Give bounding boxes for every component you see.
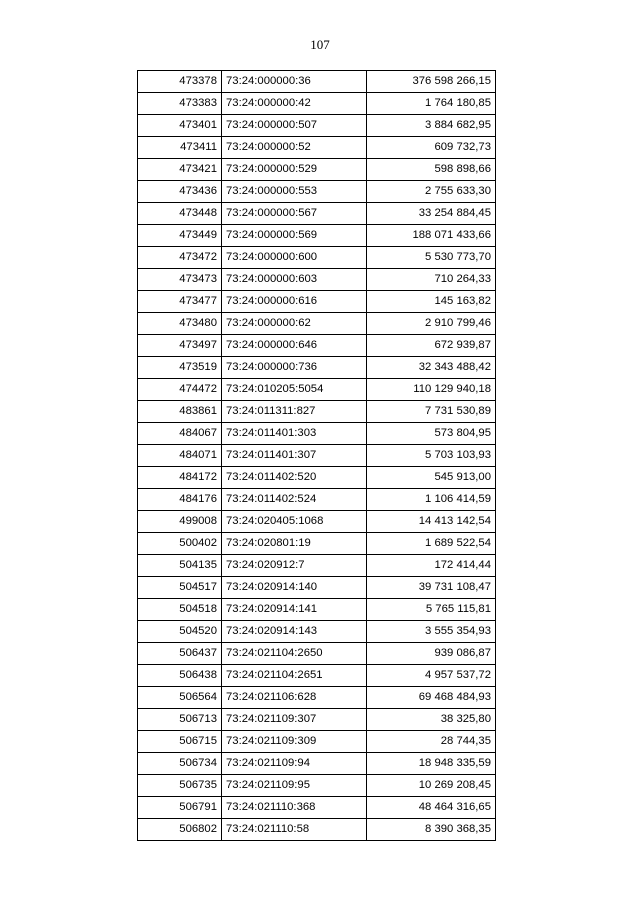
row-id-cell: 473378 (138, 71, 222, 93)
cadastral-value-cell: 1 689 522,54 (367, 533, 496, 555)
cadastral-value-cell: 3 555 354,93 (367, 621, 496, 643)
row-id-cell: 484176 (138, 489, 222, 511)
cadastral-number-cell: 73:24:000000:529 (222, 159, 367, 181)
cadastral-number-cell: 73:24:021104:2650 (222, 643, 367, 665)
cadastral-number-cell: 73:24:000000:52 (222, 137, 367, 159)
row-id-cell: 500402 (138, 533, 222, 555)
cadastral-number-cell: 73:24:011311:827 (222, 401, 367, 423)
row-id-cell: 474472 (138, 379, 222, 401)
cadastral-number-cell: 73:24:011402:520 (222, 467, 367, 489)
cadastral-value-cell: 598 898,66 (367, 159, 496, 181)
row-id-cell: 504518 (138, 599, 222, 621)
cadastral-value-cell: 545 913,00 (367, 467, 496, 489)
cadastral-number-cell: 73:24:000000:646 (222, 335, 367, 357)
cadastral-number-cell: 73:24:000000:736 (222, 357, 367, 379)
cadastral-value-cell: 172 414,44 (367, 555, 496, 577)
table-row (138, 577, 496, 599)
cadastral-value-cell: 2 910 799,46 (367, 313, 496, 335)
table-row (138, 621, 496, 643)
cadastral-value-cell: 188 071 433,66 (367, 225, 496, 247)
table-row (138, 643, 496, 665)
row-id-cell: 473519 (138, 357, 222, 379)
cadastral-value-cell: 28 744,35 (367, 731, 496, 753)
cadastral-number-cell: 73:24:000000:36 (222, 71, 367, 93)
cadastral-value-cell: 8 390 368,35 (367, 819, 496, 841)
row-id-cell: 506713 (138, 709, 222, 731)
row-id-cell: 484172 (138, 467, 222, 489)
cadastral-number-cell: 73:24:021106:628 (222, 687, 367, 709)
table-row (138, 159, 496, 181)
table-row (138, 313, 496, 335)
cadastral-value-cell: 376 598 266,15 (367, 71, 496, 93)
table-row (138, 467, 496, 489)
row-id-cell: 473448 (138, 203, 222, 225)
cadastral-value-cell: 39 731 108,47 (367, 577, 496, 599)
row-id-cell: 506802 (138, 819, 222, 841)
cadastral-value-cell: 110 129 940,18 (367, 379, 496, 401)
cadastral-number-cell: 73:24:000000:600 (222, 247, 367, 269)
cadastral-number-cell: 73:24:000000:62 (222, 313, 367, 335)
table-row (138, 797, 496, 819)
table-row (138, 489, 496, 511)
row-id-cell: 473477 (138, 291, 222, 313)
row-id-cell: 506437 (138, 643, 222, 665)
table-row (138, 137, 496, 159)
row-id-cell: 483861 (138, 401, 222, 423)
cadastral-value-cell: 14 413 142,54 (367, 511, 496, 533)
row-id-cell: 473421 (138, 159, 222, 181)
table-row (138, 71, 496, 93)
table-row (138, 247, 496, 269)
row-id-cell: 499008 (138, 511, 222, 533)
cadastral-number-cell: 73:24:000000:603 (222, 269, 367, 291)
table-row (138, 203, 496, 225)
row-id-cell: 506438 (138, 665, 222, 687)
cadastral-number-cell: 73:24:000000:567 (222, 203, 367, 225)
table-row (138, 181, 496, 203)
row-id-cell: 506715 (138, 731, 222, 753)
table-row (138, 599, 496, 621)
cadastral-value-cell: 18 948 335,59 (367, 753, 496, 775)
cadastral-number-cell: 73:24:020405:1068 (222, 511, 367, 533)
cadastral-number-cell: 73:24:000000:507 (222, 115, 367, 137)
table-row (138, 291, 496, 313)
cadastral-value-cell: 710 264,33 (367, 269, 496, 291)
page-number: 107 (310, 37, 330, 52)
table-row (138, 775, 496, 797)
cadastral-number-cell: 73:24:011401:307 (222, 445, 367, 467)
cadastral-value-cell: 7 731 530,89 (367, 401, 496, 423)
cadastral-value-cell: 672 939,87 (367, 335, 496, 357)
cadastral-value-cell: 2 755 633,30 (367, 181, 496, 203)
cadastral-number-cell: 73:24:021110:368 (222, 797, 367, 819)
cadastral-value-cell: 5 530 773,70 (367, 247, 496, 269)
cadastral-number-cell: 73:24:020914:141 (222, 599, 367, 621)
row-id-cell: 504135 (138, 555, 222, 577)
cadastral-value-cell: 609 732,73 (367, 137, 496, 159)
cadastral-number-cell: 73:24:000000:42 (222, 93, 367, 115)
table-row (138, 533, 496, 555)
cadastral-number-cell: 73:24:020912:7 (222, 555, 367, 577)
table-row (138, 709, 496, 731)
cadastral-value-cell: 38 325,80 (367, 709, 496, 731)
row-id-cell: 504520 (138, 621, 222, 643)
row-id-cell: 473473 (138, 269, 222, 291)
cadastral-value-cell: 10 269 208,45 (367, 775, 496, 797)
table-row (138, 115, 496, 137)
cadastral-value-cell: 5 703 103,93 (367, 445, 496, 467)
cadastral-value-cell: 145 163,82 (367, 291, 496, 313)
row-id-cell: 473401 (138, 115, 222, 137)
cadastral-number-cell: 73:24:020914:143 (222, 621, 367, 643)
row-id-cell: 473449 (138, 225, 222, 247)
cadastral-value-table (137, 70, 496, 841)
cadastral-value-cell: 48 464 316,65 (367, 797, 496, 819)
cadastral-number-cell: 73:24:021104:2651 (222, 665, 367, 687)
cadastral-value-cell: 69 468 484,93 (367, 687, 496, 709)
cadastral-value-cell: 1 764 180,85 (367, 93, 496, 115)
table-row (138, 401, 496, 423)
cadastral-number-cell: 73:24:011402:524 (222, 489, 367, 511)
table-row (138, 335, 496, 357)
cadastral-value-cell: 33 254 884,45 (367, 203, 496, 225)
cadastral-number-cell: 73:24:011401:303 (222, 423, 367, 445)
cadastral-number-cell: 73:24:000000:616 (222, 291, 367, 313)
table-row (138, 423, 496, 445)
cadastral-number-cell: 73:24:000000:553 (222, 181, 367, 203)
row-id-cell: 473436 (138, 181, 222, 203)
cadastral-number-cell: 73:24:000000:569 (222, 225, 367, 247)
cadastral-value-cell: 4 957 537,72 (367, 665, 496, 687)
row-id-cell: 473472 (138, 247, 222, 269)
cadastral-number-cell: 73:24:020801:19 (222, 533, 367, 555)
table-row (138, 379, 496, 401)
table-row (138, 445, 496, 467)
cadastral-value-cell: 939 086,87 (367, 643, 496, 665)
row-id-cell: 506564 (138, 687, 222, 709)
table-row (138, 753, 496, 775)
cadastral-value-cell: 1 106 414,59 (367, 489, 496, 511)
cadastral-number-cell: 73:24:020914:140 (222, 577, 367, 599)
cadastral-number-cell: 73:24:021110:58 (222, 819, 367, 841)
row-id-cell: 506735 (138, 775, 222, 797)
table-row (138, 731, 496, 753)
table-row (138, 511, 496, 533)
row-id-cell: 473383 (138, 93, 222, 115)
table-row (138, 225, 496, 247)
row-id-cell: 473497 (138, 335, 222, 357)
table-body (138, 71, 496, 841)
cadastral-number-cell: 73:24:010205:5054 (222, 379, 367, 401)
row-id-cell: 504517 (138, 577, 222, 599)
cadastral-value-cell: 3 884 682,95 (367, 115, 496, 137)
table-row (138, 93, 496, 115)
row-id-cell: 473411 (138, 137, 222, 159)
table-row (138, 357, 496, 379)
cadastral-number-cell: 73:24:021109:307 (222, 709, 367, 731)
row-id-cell: 506734 (138, 753, 222, 775)
row-id-cell: 506791 (138, 797, 222, 819)
table-row (138, 555, 496, 577)
cadastral-number-cell: 73:24:021109:94 (222, 753, 367, 775)
cadastral-number-cell: 73:24:021109:309 (222, 731, 367, 753)
row-id-cell: 473480 (138, 313, 222, 335)
row-id-cell: 484067 (138, 423, 222, 445)
cadastral-value-cell: 5 765 115,81 (367, 599, 496, 621)
cadastral-number-cell: 73:24:021109:95 (222, 775, 367, 797)
table-row (138, 687, 496, 709)
cadastral-value-cell: 32 343 488,42 (367, 357, 496, 379)
table-row (138, 269, 496, 291)
row-id-cell: 484071 (138, 445, 222, 467)
table-row (138, 665, 496, 687)
cadastral-value-cell: 573 804,95 (367, 423, 496, 445)
table-row (138, 819, 496, 841)
